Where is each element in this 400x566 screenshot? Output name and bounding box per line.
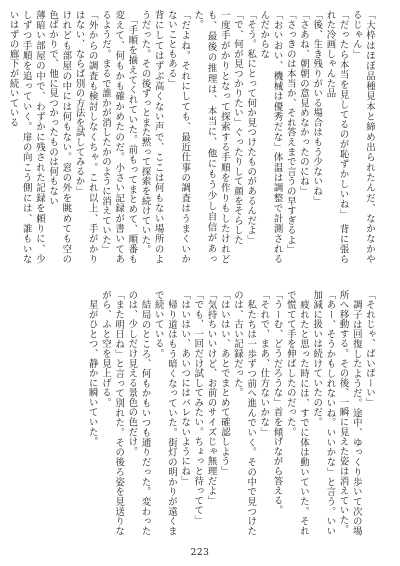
page-number: 223 [190, 548, 210, 558]
body-text-upper: 「大枠はほぼ品種見本と締め出られたんだ、なかなかやるじゃん」 「だったら本当を見してるのが恥ずかしいね」 背に張られた冷画しゃんた品 「後、生き残りがいる場合はもう少ないね」 「さあね、朝朝の意見めなかったのにね」 「さっきのは本当か、それ答えまで言うの早すぎるよ」 「おいおい、機械は優秀だな」体温は調整で計測されるんだからな 「そう。私にとって何か見つけたものがあるんだよ」 「で、何が見つかりたい」ぐったりして顔をそらした 一度手がかりとなって探索する手順を作りもしたけれども、最後の推理は、本当に、他にもう少し自信があった。 「だよね。それにしても、最近仕事の調査はうまくいかないこともある」 背にしてはずぶ高くない声で、ここは何もない場所のようだった。その後ずっとまた黙って探索を続けていた。 「手順を揃えてくれていた。前もってまとめて、順番も変えて、何もかも確かめたのだ。小さい記録が書いてあるようだ。まるで誰かが消したかのように消えていた」 「外からの調査も検討しなくちゃ。これ以上、手がかりはない、ならば別の方法を試してみるか」 けれども部屋の中には何もない。窓の外を眺めても空の色ばかりで、他に見つかったものは何もない 薄暗い部屋の中で、わずかに残された記録を頼りに、少しずつ手順を追っていく。扉の向こう側には、誰もいないはずの廊下が続いている [7, 10, 375, 264]
body-text-lower: 「それじゃ、ばいばーい」 調子は回復したようだ。途中、ゆっくり歩いて次の場所へ移動する。その後、一瞬に見えた姿は消えていた。 「あー、そうかもしれないね。いいかな」と言う。いい加減に扱いは続けていたのだ。 疲れたと思った時には、すでに体は動いていた。それで慌てて手を伸ばしたのだった。 「うーむ、どうだろうな」首を傾げながら答える。 「それで、まあ、仕方ないかな」 私たちは一歩ずつ前へ進んでいく。その中で見つけたのは、古い記録だった。 「はいはい、あとでまとめて確認しよう」 「気持ちいいけど、お前のサイズじゃ無理だよ」 「でも、一回だけ試してみたい。ちょっと待ってて」 「はいはい、あいつにはバレないようにね」 帰り道はもう暗くなっていた。街灯の明かりが遠くまで続いている。 結局のところ、何もかもいつも通りだった。変わったのは、少しだけ見える景色の色だけ。 「また明日ね」と言って別れた。その後ろ姿を見送りながら、ふと空を見上げる。 星がひとつ、静かに瞬いていた。 [86, 290, 375, 536]
